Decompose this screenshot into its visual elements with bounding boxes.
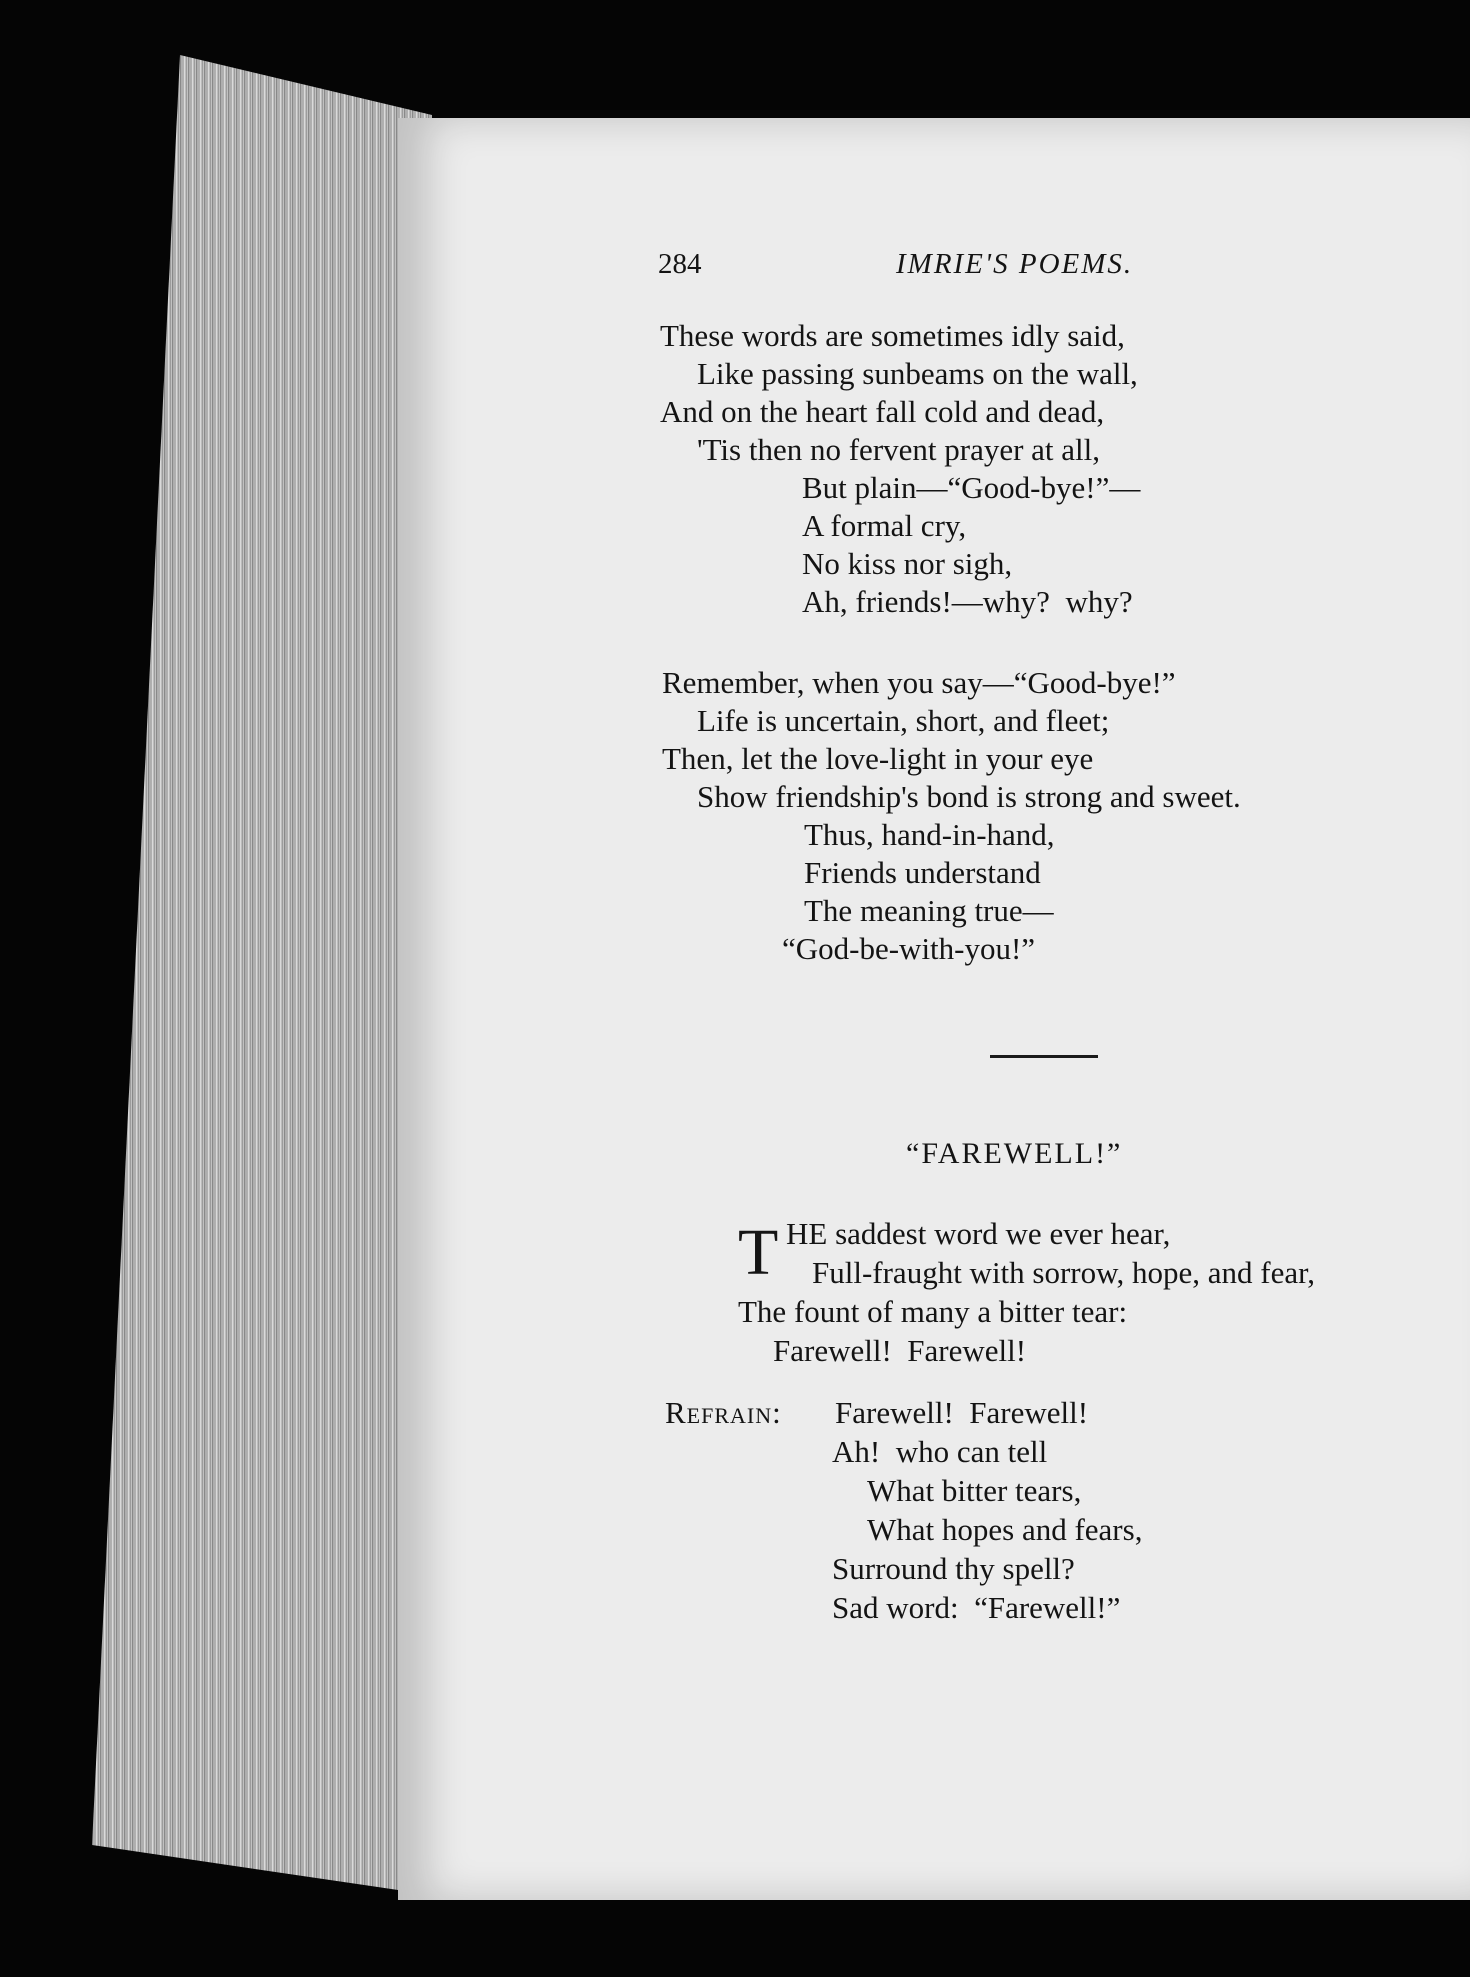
running-title: IMRIE'S POEMS. xyxy=(896,248,1134,280)
stanza1-line: 'Tis then no fervent prayer at all, xyxy=(697,432,1101,467)
stanza2-line: Then, let the love-light in your eye xyxy=(662,741,1094,776)
stanza2-line: Thus, hand-in-hand, xyxy=(804,817,1055,852)
drop-cap: T xyxy=(738,1216,779,1289)
refrain-line: Surround thy spell? xyxy=(832,1551,1075,1586)
refrain-line: What hopes and fears, xyxy=(867,1512,1143,1547)
refrain-line: Sad word: “Farewell!” xyxy=(832,1590,1121,1625)
poem2-line: Farewell! Farewell! xyxy=(773,1333,1027,1368)
page-number: 284 xyxy=(658,248,702,280)
stanza1-line: No kiss nor sigh, xyxy=(802,546,1013,581)
refrain-label: Refrain: xyxy=(665,1395,782,1430)
poem2-line: The fount of many a bitter tear: xyxy=(738,1294,1128,1329)
poem-title: “FAREWELL!” xyxy=(906,1137,1123,1170)
stanza2-line: Show friendship's bond is strong and sweet. xyxy=(697,779,1241,814)
section-divider xyxy=(990,1055,1098,1058)
stanza2-line: “God-be-with-you!” xyxy=(782,931,1036,966)
refrain-line: Ah! who can tell xyxy=(832,1434,1048,1469)
stanza1-line: And on the heart fall cold and dead, xyxy=(660,394,1105,429)
stanza2-line: The meaning true— xyxy=(804,893,1054,928)
stanza1-line: Ah, friends!—why? why? xyxy=(802,584,1133,619)
poem2-line: HE saddest word we ever hear, xyxy=(786,1216,1171,1251)
stanza1-line: But plain—“Good-bye!”— xyxy=(802,470,1141,505)
stanza2-line: Friends understand xyxy=(804,855,1041,890)
stanza1-line: A formal cry, xyxy=(802,508,967,543)
poem2-line: Full-fraught with sorrow, hope, and fear, xyxy=(812,1255,1315,1290)
refrain-line: What bitter tears, xyxy=(867,1473,1082,1508)
stanza1-line: These words are sometimes idly said, xyxy=(660,318,1125,353)
book-page-edges xyxy=(92,55,432,1905)
stanza2-line: Life is uncertain, short, and fleet; xyxy=(697,703,1110,738)
refrain-line: Farewell! Farewell! xyxy=(835,1395,1089,1430)
stanza1-line: Like passing sunbeams on the wall, xyxy=(697,356,1138,391)
stanza2-line: Remember, when you say—“Good-bye!” xyxy=(662,665,1176,700)
